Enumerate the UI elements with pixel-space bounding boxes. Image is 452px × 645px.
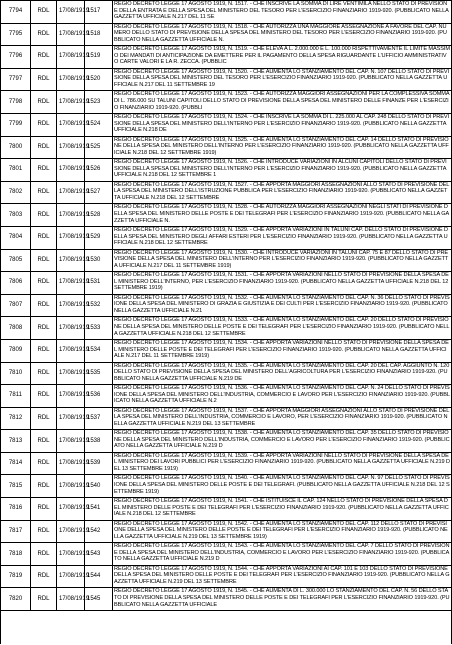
act-type-cell: RDL (31, 46, 57, 68)
table-row (1, 46, 451, 69)
table-row (1, 385, 451, 408)
act-description-cell: REGIO DECRETO LEGGE 17 AGOSTO 1919, N. 1531. - CHE APPORTA VARIAZIONI NELLO STATO DI PREVISIONE DELLA SPESA DEL MINISTERO DELL'INTERNO, PER L'ESERCIZIO FINANZIARIO 1919-920. (PUBBLICATO NELLA GAZZETTA UFFICIALE N.218 DEL 12 SETTEMBRE 1919) (114, 272, 449, 292)
act-description-cell: REGIO DECRETO LEGGE 17 AGOSTO 1919, N. 1529. - CHE APPORTA VARIAZIONI IN TALUNI CAP. DELLO STATO DI PREVISIONE DELLA SPESA DEL MINISTERO DEGLI AFFARI ESTERI PER L'ESERCIZIO FINANZIARIO 1919-920. (PUBBLICATO NELLA GAZZETTA UFFICIALE N.218 DEL 12 SETTEMBRE (114, 226, 448, 247)
act-description-cell: REGIO DECRETO LEGGE 17 AGOSTO 1919, N. 1532. - CHE AUMENTA LO STANZIAMENTO DEL CAP. N. 36 DELLO STATO DI PREVISIONE DELLA SPESA DEL MINISTERO DI GRAZIA E GIUSTIZIA E DEI CULTI PER L'ESERCIZIO FINANZIARIO 1919-920. (PUBBLICATO NELLA GAZZETTA UFFICIALE N.21 (114, 294, 450, 314)
table-row (1, 91, 451, 114)
act-description-cell: REGIO DECRETO LEGGE 17 AGOSTO 1919, N. 1539. - CHE APPORTA VARIAZIONI NELLO STATO DI PREVISIONE DELLA SPESA DEL MINISTERO DEI LAVORI PUBBLICI PER L'ESERCIZIO FINANZIARIO 1919-920. (PUBBLICATO NELLA GAZZETTA UFFICIALE N.219 DEL 13 SETTEMBRE 1919) (114, 452, 450, 473)
act-description-cell: REGIO DECRETO LEGGE 17 AGOSTO 1919, N. 1537. - CHE APPORTA MAGGIORI ASSEGNAZIONI ALLO STATO DI PREVISIONE DELLA SPESA DEL MINISTERO DELL'INDUSTRIA, COMMERCIO E LAVORO, PER L'ESERCIZIO FINANZIARIO 1919-920. (PUBBLICATO NELLA GAZZETTA UFFICIALE N.219 DEL 13 SETTEMBRE (114, 407, 450, 427)
record-number-cell: 7814 (1, 453, 31, 475)
record-number-cell: 7820 (1, 588, 31, 610)
act-date-cell: 17/08/1919 (57, 46, 85, 68)
table-row (1, 430, 451, 453)
act-number-cell: 1536 (85, 385, 113, 407)
act-type-cell: RDL (31, 498, 57, 520)
act-type-cell: RDL (31, 24, 57, 46)
act-type-cell: RDL (31, 295, 57, 317)
act-date-cell: 17/08/1919 (57, 385, 85, 407)
act-number-cell: 1528 (85, 204, 113, 226)
act-type-cell: RDL (31, 340, 57, 362)
table-row (1, 588, 451, 611)
record-number-cell: 7813 (1, 430, 31, 452)
act-date-cell: 17/08/1919 (57, 430, 85, 452)
record-number-cell: 7819 (1, 566, 31, 588)
act-type-cell: RDL (31, 385, 57, 407)
act-number-cell: 1520 (85, 69, 113, 91)
act-type-cell: RDL (31, 363, 57, 385)
act-number-cell: 1526 (85, 159, 113, 181)
act-type-cell: RDL (31, 430, 57, 452)
record-number-cell: 7810 (1, 363, 31, 385)
act-description-cell: REGIO DECRETO LEGGE 17 AGOSTO 1919, N. 1518. - CHE AUTORIZZA UNA MAGGIORE ASSEGNAZIONE A FAVORE DEL CAP. NUMERO DELLO STATO DI PREVISIONE DELLA SPESA DEL MINISTERO DEL TESORO PER L'ESERCIZIO FINANZIARIO 1919-920. (PUBBLICATO NELLA GAZZETTA UFFICIALE N. (114, 23, 447, 43)
act-description-cell: REGIO DECRETO LEGGE 17 AGOSTO 1919, N. 1542. - CHE AUMENTA LO STANZIAMENTO DEL CAP. 112 DELLO STATO DI PREVISIONE DELLA SPESA DEL MINISTERO DELLE POSTE E DEI TELEGRAFI PER L'ESERCIZIO FINANZIARIO 1919-920. (PUBBLICATO NELLA GAZZETTA UFFICIALE N.219 DEL 13 SETTEMBRE 1919) (114, 520, 448, 540)
act-date-cell: 17/08/1919 (57, 182, 85, 204)
act-type-cell: RDL (31, 475, 57, 497)
act-type-cell: RDL (31, 317, 57, 339)
record-number-cell: 7799 (1, 114, 31, 136)
table-row (1, 453, 451, 476)
act-date-cell: 17/08/1919 (57, 475, 85, 497)
record-number-cell: 7798 (1, 91, 31, 113)
table-row (1, 182, 451, 205)
record-number-cell: 7801 (1, 159, 31, 181)
act-number-cell: 1543 (85, 543, 113, 565)
act-description-cell: REGIO DECRETO LEGGE 17 AGOSTO 1919, N. 1534. - CHE APPORTA VARIAZIONI NELLO STATO DI PREVISIONE DELLA SPESA DEL MINISTERO DELLE POSTE E DEI TELEGRAFI PER L'ESERCIZIO FINANZIARIO 1919-920. (PUBBLICATO NELLA GAZZETTA UFFICIALE N.217 DEL 11 SETTEMBRE 1919) (114, 339, 449, 360)
act-type-cell: RDL (31, 566, 57, 588)
table-row (1, 521, 451, 544)
act-type-cell: RDL (31, 114, 57, 136)
act-number-cell: 1531 (85, 272, 113, 294)
record-number-cell: 7811 (1, 385, 31, 407)
act-type-cell: RDL (31, 159, 57, 181)
act-description-cell: REGIO DECRETO LEGGE 17 AGOSTO 1919, N. 1517. - CHE INSCRIVE LA SOMMA DI LIRE VENTIMILA NELLO STATO DI PREVISIONE DELLA ENTRATA E DELLA SPESA DEL MINISTERO DEL TESORO PER L'ESERCIZIO FINANZIARIO 1919-920. (PUBBLICATO NELLA GAZZETTA UFFICIALE N.217 DEL 11 SE (114, 1, 449, 21)
act-number-cell: 1537 (85, 408, 113, 430)
act-type-cell: RDL (31, 227, 57, 249)
act-description-cell: REGIO DECRETO LEGGE 17 AGOSTO 1919, N. 1524. - CHE INSCRIVE LA SOMMA DI L. 225.000 AL CAP. 248 DELLO STATO DI PREVISIONE DELLA SPESA DEL MINISTERO DELL'INTERNO PER L'ESERCIZIO FINANZIARIO 1919-920. (PUBBLICATO NELLA GAZZETTA UFFICIALE N.218 DE (114, 113, 449, 134)
act-number-cell: 1523 (85, 91, 113, 113)
act-number-cell: 1519 (85, 46, 113, 68)
record-number-cell: 7795 (1, 24, 31, 46)
record-number-cell: 7800 (1, 137, 31, 159)
act-date-cell: 17/08/1919 (57, 114, 85, 136)
act-date-cell: 17/08/1919 (57, 408, 85, 430)
act-type-cell: RDL (31, 91, 57, 113)
act-type-cell: RDL (31, 250, 57, 272)
act-type-cell: RDL (31, 453, 57, 475)
act-description-cell: REGIO DECRETO LEGGE 17 AGOSTO 1919, N. 1520. - CHE AUMENTA LO STANZIAMENTO DEL CAP. N. 107 DELLO STATO DI PREVISIONE DELLA SPESA DEL MINISTERO DEL TESORO PER L'ESERCIZIO FINANZIARIO 1919-920. (PUBBLICATO NELLA GAZZETTA UFFICIALE N.217 DEL 11 SETTEMBRE 19 (114, 68, 449, 88)
record-number-cell: 7802 (1, 182, 31, 204)
record-number-cell: 7815 (1, 475, 31, 497)
table-row (1, 498, 451, 521)
act-number-cell: 1532 (85, 295, 113, 317)
act-date-cell: 17/08/1919 (57, 272, 85, 294)
act-description-cell: REGIO DECRETO LEGGE 17 AGOSTO 1919, N. 1525. - CHE AUMENTA LO STANZIAMENTO DEL CAP. 14 DELLO STATO DI PREVISIONE DELLA SPESA DEL MINISTERO DELL'INTERNO PER L'ESERCIZIO FINANZIARIO 1919-920. (PUBBLICATO NELLA GAZZETTA UFFICIALE N.218 DEL 12 SETTEMBRE 1919) (114, 136, 449, 156)
act-date-cell: 17/08/1919 (57, 227, 85, 249)
act-number-cell: 1542 (85, 521, 113, 543)
act-number-cell: 1529 (85, 227, 113, 249)
act-date-cell: 17/08/1919 (57, 250, 85, 272)
act-date-cell: 17/08/1919 (57, 24, 85, 46)
act-date-cell: 17/08/1919 (57, 1, 85, 23)
act-number-cell: 1538 (85, 430, 113, 452)
table-row (1, 475, 451, 498)
record-number-cell: 7794 (1, 1, 31, 23)
act-type-cell: RDL (31, 182, 57, 204)
act-description-cell: REGIO DECRETO LEGGE 17 AGOSTO 1919, N. 1519. - CHE ELEVA A L. 2.000.000 E L. 100.000 RISPETTIVAMENTE IL LIMITE MASSIMO DEI MANDATI DI ANTICIPAZIONE DA EMETTERE PER IL PAGAMENTO DELLA SPESA RIGUARDANTE L'UFFICIO AMMINISTRATIVO CARTE VALORI E LA R. ZECCA. (PUBBLIC (114, 46, 450, 66)
act-number-cell: 1535 (85, 363, 113, 385)
record-number-cell: 7808 (1, 317, 31, 339)
act-description-cell: REGIO DECRETO LEGGE 17 AGOSTO 1919, N. 1540. - CHE AUMENTA LO STANZIAMENTO DEL CAP. N. 97 DELLO STATO DI PREVISIONE DELLA SPESA DEL MINISTERO DELLE POSTE E DEI TELEGRAFI. (PUBBLICATO NELLA GAZZETTA UFFICIALE N.218 DEL 12 SETTEMBRE 1919) (114, 475, 450, 495)
act-type-cell: RDL (31, 543, 57, 565)
act-number-cell: 1541 (85, 498, 113, 520)
act-number-cell: 1518 (85, 24, 113, 46)
act-description-cell: REGIO DECRETO LEGGE 17 AGOSTO 1919, N. 1536. - CHE AUMENTA LO STANZIAMENTO DEL CAP. N. 24 DELLO STATO DI PREVISIONE DELLA SPESA DEL MINISTERO DELL'INDUSTRIA, COMMERCIO E LAVORO PER L'ESERCIZIO FINANZIARIO 1919-920. (PUBBLICATO NELLA GAZZETTA UFFICIALE N.2 (114, 385, 450, 405)
record-number-cell: 7817 (1, 521, 31, 543)
act-date-cell: 17/08/1919 (57, 69, 85, 91)
act-date-cell: 17/08/1919 (57, 340, 85, 362)
record-number-cell: 7816 (1, 498, 31, 520)
act-number-cell: 1534 (85, 340, 113, 362)
table-row (1, 159, 451, 182)
table-row (1, 250, 451, 273)
act-number-cell: 1540 (85, 475, 113, 497)
act-date-cell: 17/08/1919 (57, 317, 85, 339)
record-number-cell: 7803 (1, 204, 31, 226)
table-row (1, 566, 451, 589)
act-date-cell: 17/08/1919 (57, 295, 85, 317)
act-number-cell: 1517 (85, 1, 113, 23)
table-row (1, 408, 451, 431)
record-number-cell: 7804 (1, 227, 31, 249)
table-row (1, 295, 451, 318)
act-type-cell: RDL (31, 137, 57, 159)
act-description-cell: REGIO DECRETO LEGGE 17 AGOSTO 1919, N. 1527. - CHE APPORTA MAGGIORI ASSEGNAZIONI ALLO STATO DI PREVISIONE DELLA SPESA DEL MINISTERO DELL'ISTRUZIONE PUBBLICA PER L'ESERCIZIO FINANZIARIO 1919-920. (PUBBLICATO NELLA GAZZETTA UFFICIALE N.218 DEL 12 SETTEMBRE (114, 181, 450, 201)
table-row (1, 543, 451, 566)
record-number-cell: 7797 (1, 69, 31, 91)
act-date-cell: 17/08/1919 (57, 363, 85, 385)
act-date-cell: 17/08/1919 (57, 204, 85, 226)
act-date-cell: 17/08/1919 (57, 588, 85, 610)
act-number-cell: 1539 (85, 453, 113, 475)
record-number-cell: 7796 (1, 46, 31, 68)
act-date-cell: 17/08/1919 (57, 159, 85, 181)
act-date-cell: 17/08/1919 (57, 521, 85, 543)
act-description-cell: REGIO DECRETO LEGGE 17 AGOSTO 1919, N. 1535. - CHE AUMENTA LO STANZIAMENTO DEL CAP. 20 DEL CAP. AGGIUNTO N. 120 DELLO STATO DI PREVISIONE DELLA SPESA DEL MINISTERO DELL'AGRICOLTURA PER L'ESERCIZIO FINANZIARIO 1919-920. (PUBBLICATO NELLA GAZZETTA UFFICIALE N.219 DE (114, 362, 450, 382)
act-date-cell: 17/08/1919 (57, 498, 85, 520)
table-row (1, 272, 451, 295)
act-number-cell: 1524 (85, 114, 113, 136)
act-number-cell: 1525 (85, 137, 113, 159)
record-number-cell: 7818 (1, 543, 31, 565)
act-date-cell: 17/08/1919 (57, 543, 85, 565)
act-number-cell: 1544 (85, 566, 113, 588)
record-number-cell: 7805 (1, 250, 31, 272)
act-type-cell: RDL (31, 408, 57, 430)
table-row (1, 137, 451, 160)
table-row (1, 1, 451, 24)
act-description-cell: REGIO DECRETO LEGGE 17 AGOSTO 1919, N. 1530. - CHE INTRODUCE VARIAZIONI IN TALUNI CAP. 75 E 87 DELLO STATO DI PREVISIONE DELLA SPESA DEL MINISTERO DELL'INTERNO PER L'ESERCIZIO FINANZIARIO 1919-920. (PUBBLICATO NELLA GAZZETTA UFFICIALE N.217 DEL 11 SETTEMBRE 1919) (114, 249, 449, 269)
table-row (1, 114, 451, 137)
act-type-cell: RDL (31, 272, 57, 294)
table-row (1, 69, 451, 92)
act-type-cell: RDL (31, 1, 57, 23)
act-type-cell: RDL (31, 69, 57, 91)
act-date-cell: 17/08/1919 (57, 453, 85, 475)
table-row (1, 317, 451, 340)
act-description-cell: REGIO DECRETO LEGGE 17 AGOSTO 1919, N. 1526. - CHE INTRODUCE VARIAZIONI IN ALCUNI CAPITOLI DELLO STATO DI PREVISIONE DELLA SPESA DEL MINISTERO DELL'INTERNO PER L'ESERCIZIO FINANZIARIO 1919-920. (PUBBLICATO NELLA GAZZETTA UFFICIALE N.218 DEL 12 SETTEMBRE 1 (114, 159, 447, 179)
act-description-cell: REGIO DECRETO LEGGE 17 AGOSTO 1919, N. 1544. - CHE APPORTA VARIAZIONI AI CAP. 101 E 103 DELLO STATO DI PREVISIONE DELLA SPESA DEL MINISTERO DELLE POSTE E DEI TELEGRAFI PER L'ESERCIZIO FINANZIARIO 1919-920. (PUBBLICATO NELLA GAZZETTA UFFICIALE N.219 DEL 13 SETTEMBRE (114, 565, 450, 586)
table-row (1, 340, 451, 363)
act-description-cell: REGIO DECRETO LEGGE 17 AGOSTO 1919, N. 1538. - CHE AUMENTA LO STANZIAMENTO DEL CAP. 35 DELLO STATO DI PREVISIONE DELLA SPESA DEL MINISTERO DELL'INDUSTRIA, COMMERCIO E LAVORO PER L'ESERCIZIO FINANZIARIO 1919-920. (PUBBLICATO NELLA GAZZETTA UFFICIALE N.219 D (114, 430, 450, 450)
act-type-cell: RDL (31, 588, 57, 610)
act-type-cell: RDL (31, 204, 57, 226)
act-date-cell: 17/08/1919 (57, 566, 85, 588)
table-row (1, 24, 451, 47)
act-number-cell: 1545 (85, 588, 113, 610)
table-row (1, 227, 451, 250)
act-date-cell: 17/08/1919 (57, 137, 85, 159)
table-row (1, 204, 451, 227)
act-date-cell: 17/08/1919 (57, 91, 85, 113)
act-description-cell: REGIO DECRETO LEGGE 17 AGOSTO 1919, N. 1523. - CHE AUTORIZZA MAGGIORI ASSEGNAZIONI PER LA COMPLESSIVA SOMMA DI L. 786.000 SU TALUNI CAPITOLI DELLO STATO DI PREVISIONE DELLA SPESA DEL MINISTERO DELLE FINANZE PER L'ESERCIZIO FINANZIARIO 1919-920. (PUBBLI (114, 91, 450, 111)
record-number-cell: 7806 (1, 272, 31, 294)
record-number-cell: 7809 (1, 340, 31, 362)
act-number-cell: 1533 (85, 317, 113, 339)
record-number-cell: 7812 (1, 408, 31, 430)
act-description-cell: REGIO DECRETO LEGGE 17 AGOSTO 1919, N. 1543. - CHE AUMENTA LO STANZIAMENTO DEL CAP. 7 DELLO STATO DI PREVISIONE DELLA SPESA DEL MINISTERO DELL'INDUSTRIA, COMMERCIO E LAVORO PER L'ESERCIZIO FINANZIARIO 1919-920. (PUBBLICATO NELLA GAZZETTA UFFICIALE N.219 D (114, 543, 450, 563)
act-description-cell: REGIO DECRETO LEGGE 17 AGOSTO 1919, N. 1533. - CHE AUMENTA LO STANZIAMENTO DEL CAP. 20 DELLO STATO DI PREVISIONE DELLA SPESA DEL MINISTERO DELLE POSTE E DEI TELEGRAFI PER L'ESERCIZIO FINANZIARIO 1919-920. (PUBBLICATO NELLA GAZZETTA UFFICIALE N.218 DEL 12 SETTEMBRE (114, 317, 450, 337)
act-description-cell: REGIO DECRETO LEGGE 17 AGOSTO 1919, N. 1545. - CHE AUMENTA DI L. 300.000 LO STANZIAMENTO DEL CAP. N. 56 DELLO STATO DI PREVISIONE DELLA SPESA DEL MINISTERO DELLE POSTE E DEI TELEGRAFI PER L'ESERCIZIO FINANZIARIO 1919-920. (PUBBLICATO NELLA GAZZETTA UFFICIALE (114, 588, 450, 608)
table-row (1, 363, 451, 386)
act-description-cell: REGIO DECRETO LEGGE 17 AGOSTO 1919, N. 1541. - CHE ISTITUISCE IL CAP. 124 NELLO STATO DI PREVISIONE DELLA SPESA DEL MINISTERO DELLE POSTE E DEI TELEGRAFI PER L'ESERCIZIO FINANZIARIO 1919-920. (PUBBLICATO NELLA GAZZETTA UFFICIALE N.218 DEL 12 SETTEMBRE (114, 498, 449, 518)
act-type-cell: RDL (31, 521, 57, 543)
record-number-cell: 7807 (1, 295, 31, 317)
act-number-cell: 1527 (85, 182, 113, 204)
act-number-cell: 1530 (85, 250, 113, 272)
act-description-cell: REGIO DECRETO LEGGE 17 AGOSTO 1919, N. 1528. - CHE AUTORIZZA MAGGIORI ASSEGNAZIONI NEGLI STATI DI PREVISIONE DELLA SPESA DEL MINISTERO DELLE POSTE E DEI TELEGRAFI PER L'ESERCIZIO FINANZIARIO 1919-920. (PUBBLICATO NELLA GAZZETTA UFFICIALE N. (114, 204, 450, 224)
